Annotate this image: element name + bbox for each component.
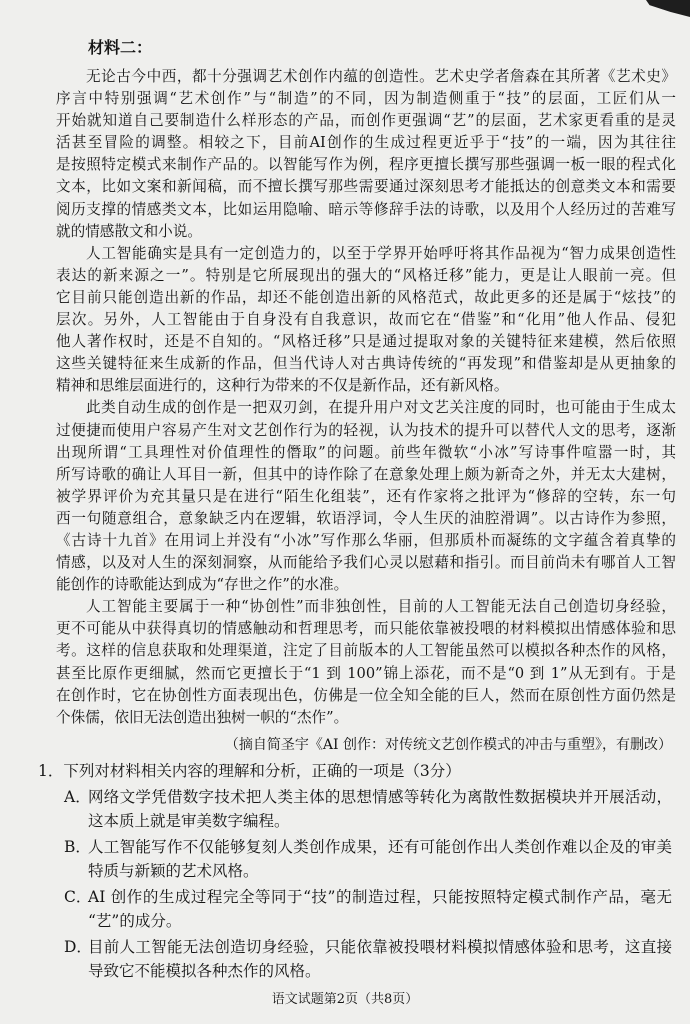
option-line: 导致它不能模拟各种杰作的风格。 [88,962,321,980]
material-line: 在创作时，它在协创性方面表现出色，仿佛是一位全知全能的巨人，然而在原创性方面仍然是 [56,686,676,704]
material-line: 出现所谓“工具理性对价值理性的僭取”的问题。前些年微软“小冰”写诗事件喧嚣一时，其 [56,443,676,461]
option-label: B． [64,838,91,856]
material-line: 就的情感散文和小说。 [56,222,202,240]
option-c [64,885,672,933]
option-a [64,785,672,833]
material-line: 西一句随意组合，意象缺乏内在逻辑，软语浮词，令人生厌的油腔滑调”。以古诗作为参照， [56,509,676,527]
option-text [88,835,672,883]
paragraph-3 [56,397,676,596]
material-line: 被学界评价为充其量只是在进行“陌生化组装”，还有作家将之批评为“修辞的空转，东一句 [56,487,676,505]
option-line: 人工智能写作不仅能够复刻人类创作成果，还有可能创作出人类创作难以企及的审美 [88,838,672,856]
paragraph-2 [56,243,676,398]
material-line: 人工智能确实是具有一定创造力的，以至于学界开始呼吁将其作品视为“智力成果创造性 [86,244,676,262]
material-line: 文本，比如文案和新闻稿，而不擅长撰写那些需要通过深刻思考才能抵达的创意类文本和需要 [56,178,676,196]
material-line: 更不可能从中获得真切的情感触动和哲理思考，而只能依靠被投喂的材料模拟出情感体验和思 [56,620,676,638]
option-label: A． [64,788,91,806]
material-line: 《古诗十九首》在用词上并没有“小冰”写作那么华丽，但那质朴而凝练的文字蕴含着真挚的 [56,531,676,549]
option-line: AI 创作的生成过程完全等同于“技”的制造过程，只能按照特定模式制作产品，毫无 [88,888,672,906]
question-1 [38,759,672,983]
option-b [64,835,672,883]
material-line: 这些关键特征来生成新的作品，但当代诗人对古典诗传统的“再发现”和借鉴却是从更抽象的 [56,355,676,373]
source-citation: （摘自简圣宇《AI 创作：对传统文艺创作模式的冲击与重塑》，有删改） [224,737,672,753]
option-line: 网络文学凭借数字技术把人类主体的思想情感等转化为离散性数据模块并开展活动， [88,788,672,806]
material-line: 情感，以及对人生的深刻洞察，从而能给予我们心灵以慰藉和指引。而目前尚未有哪首人工智 [56,554,676,572]
option-line: “艺”的成分。 [88,912,182,930]
material-line: 活甚至冒险的调整。相较之下，目前AI创作的生成过程更近乎于“技”的一端，因为其往往 [56,134,676,152]
material-line: 甚至比原作更细腻，然而它更擅长于“1 到 100”锦上添花，而不是“0 到 1”从无到有。于是 [56,664,676,682]
material-line: 无论古今中西，都十分强调艺术创作内蕴的创造性。艺术史学者詹森在其所著《艺术史》 [86,68,676,85]
material-line: 所写诗歌的确让人耳目一新，但其中的诗作除了在意象处理上颇为新奇之外，并无太大建树， [56,465,676,483]
option-label: C． [64,888,92,906]
material-line: 表达的新来源之一”。特别是它所展现出的强大的“风格迁移”能力，更是让人眼前一亮。但 [56,266,676,284]
material-line: 序言中特别强调“艺术创作”与“制造”的不同，因为制造侧重于“技”的层面，工匠们从一 [56,90,676,108]
option-line: 目前人工智能无法创造切身经验，只能依靠被投喂材料模拟情感体验和思考，这直接 [88,938,672,956]
option-d [64,935,672,983]
scan-corner-shadow [646,0,690,17]
material-heading: 材料二： [88,38,153,57]
paragraph-1 [56,66,676,243]
material-line: 此类自动生成的创作是一把双刃剑，在提升用户对文艺关注度的同时，也可能由于生成太 [86,399,676,417]
material-line: 是按照特定模式来制作产品的。以智能写作为例，程序更擅长撰写那些强调一板一眼的程式化 [56,156,676,174]
option-label: D． [64,938,92,956]
material-line: 开始就知道自己要制造什么样形态的产品，而创作更强调“艺”的层面，艺术家更看重的是灵 [56,112,676,130]
material-body [56,66,676,729]
material-line: 过便捷而使用户容易产生对文艺创作行为的轻视，认为技术的提升可以替代人文的思考，逐渐 [56,421,676,439]
material-line: 考。这样的信息获取和处理渠道，注定了目前版本的人工智能虽然可以模拟各种杰作的风格， [56,642,676,660]
material-line: 层次。另外，人工智能由于自身没有自我意识，故而它在“借鉴”和“化用”他人作品、侵犯 [56,311,676,329]
question-stem: 1．下列对材料相关内容的理解和分析，正确的一项是（3分） [38,762,461,780]
option-text [88,935,672,983]
option-line: 这本质上就是审美数字编程。 [88,812,290,830]
option-text [88,885,672,933]
material-line: 阅历支撑的情感类文本，比如运用隐喻、暗示等修辞手法的诗歌，以及用个人经历过的苦难写 [56,200,676,218]
option-line: 特质与新颖的艺术风格。 [88,862,259,880]
material-line: 个侏儒，依旧无法创造出独树一帜的“杰作”。 [56,708,349,726]
paragraph-4 [56,596,676,729]
material-line: 精神和思维层面进行的，这种行为带来的不仅是新作品，还有新风格。 [56,377,509,395]
material-line: 人工智能主要属于一种“协创性”而非独创性，目前的人工智能无法自己创造切身经验， [86,598,676,616]
material-line: 他人著作权时，还是不自知的。“风格迁移”只是通过提取对象的关键特征来建模，然后依照 [56,333,676,351]
option-text [88,785,672,833]
page-footer: 语文试题第2页（共8页） [271,992,419,1007]
material-line: 能创作的诗歌能达到成为“存世之作”的水准。 [56,576,349,594]
material-line: 它目前只能创造出新的作品，却还不能创造出新的风格范式，故此更多的还是属于“炫技”的 [56,288,676,306]
